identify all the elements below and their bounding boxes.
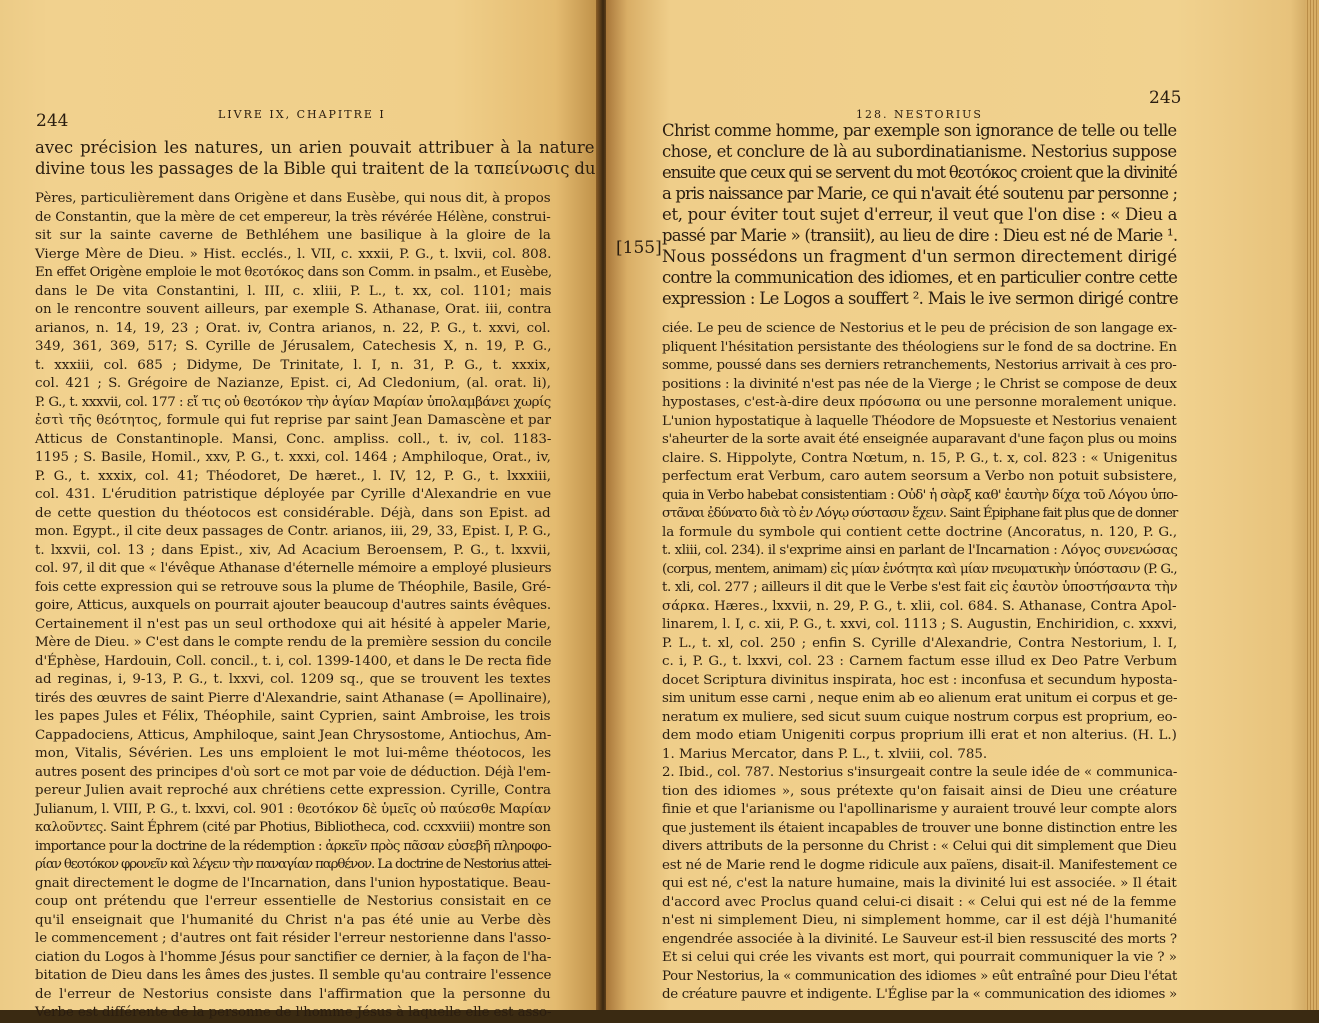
note-line: n'est ni simplement Dieu, ni simplement homme, car il est déjà l'humanité — [662, 913, 1178, 928]
note-line: importance pour la doctrine de la rédemption : ἀρκεῖν πρὸς πᾶσαν εὐσεβῆ πληροφο- — [35, 838, 552, 854]
note-line: de créature pauvre et indigente. L'Église par la « communication des idiomes » — [662, 987, 1177, 1002]
note-line: finie et que l'arianisme ou l'apollinarisme y auraient trouvé leur compte alors — [662, 802, 1177, 817]
running-head: 128. NESTORIUS — [856, 108, 983, 121]
note-line: docet Scriptura divinitus inspirata, hoc est : inconfusa et secundum hyposta- — [662, 672, 1178, 688]
note-line: Pour Nestorius, la « communication des idiomes » eût entraîné pour Dieu l'état — [662, 968, 1177, 984]
note-line: claire. S. Hippolyte, Contra Nœtum, n. 15, P. G., t. x, col. 823 : « Unigenitus — [662, 450, 1178, 466]
note-line: 1195 ; S. Basile, Homil., xxv, P. G., t. xxxi, col. 1464 ; Amphiloque, Orat., iv, — [35, 450, 551, 465]
note-line: L'union hypostatique à laquelle Théodore de Mopsueste et Nestorius venaient — [662, 413, 1177, 429]
note-line: qui est né, c'est la nature humaine, mais la divinité lui est associée. » Il était — [662, 876, 1177, 891]
note-line: qu'il enseignait que l'humanité du Christ n'a pas été unie au Verbe dès — [35, 912, 551, 928]
note-line: mon. Egypt., il cite deux passages de Contr. arianos, iii, 29, 33, Epist. I, P. G., — [35, 524, 551, 539]
footnotes — [662, 320, 1177, 1005]
note-line: neratum ex muliere, sed sicut suum cuique nostrum corpus est proprium, eo- — [662, 709, 1177, 725]
note-line: Cappadociens, Atticus, Amphiloque, saint Jean Chrysostome, Antiochus, Am- — [35, 727, 552, 743]
note-line: col. 421 ; S. Grégoire de Nazianze, Epist. ci, Ad Cledonium, (al. orat. li), — [35, 376, 551, 391]
margin-number: [155] — [616, 238, 662, 258]
note-line: t. xxxiii, col. 685 ; Didyme, De Trinitate, l. I, n. 31, P. G., t. xxxix, — [35, 357, 551, 373]
text-line: chose, et conclure de là au subordinatianisme. Nestorius suppose — [662, 142, 1177, 161]
note-line: autres posent des principes d'où sort ce mot par voie de déduction. Déjà l'em- — [35, 764, 551, 780]
note-line: mon, Vitalis, Sévérien. Les uns emploient le mot lui-même théotocos, les — [35, 746, 552, 761]
note-line: divers attributs de la personne du Christ : « Celui qui dit simplement que Dieu — [662, 839, 1177, 854]
note-line: coup ont prétendu que l'erreur essentielle de Nestorius consistait en ce — [35, 894, 552, 909]
text-line: avec précision les natures, un arien pouvait attribuer à la nature — [35, 138, 595, 157]
note-line: perfectum erat Verbum, caro autem seorsum a Verbo non potuit subsistere, — [662, 469, 1178, 484]
note-line: t. xli, col. 277 ; ailleurs il dit que le Verbe s'est fait εἰς ἑαυτὸν ὑποστήσαντα τὴν — [662, 580, 1178, 595]
note-line: pliquent l'hésitation persistante des théologiens sur le fond de sa doctrine. En — [662, 339, 1177, 355]
note-line: que justement ils étaient incapables de trouver une bonne distinction entre les — [662, 820, 1178, 836]
note-line: sit sur la sainte caverne de Bethléhem une basilique à la gloire de la — [35, 228, 551, 243]
note-line: στᾶναι ἐδύνατο διὰ τὸ ἐν Λόγῳ σύστασιν ἔχειν. Saint Épiphane fait plus que de donner — [662, 506, 1178, 521]
page-number: 245 — [1149, 88, 1182, 108]
note-line: Atticus de Constantinople. Mansi, Conc. ampliss. coll., t. iv, col. 1183- — [35, 431, 552, 447]
note-line: fois cette expression qui se retrouve sous la plume de Théophile, Basile, Gré- — [35, 579, 551, 595]
note-line: goire, Atticus, auxquels on pourrait ajouter beaucoup d'autres saints évêques. — [35, 598, 551, 613]
body-text — [35, 137, 595, 179]
note-line: 2. Ibid., col. 787. Nestorius s'insurgeait contre la seule idée de « communica- — [662, 765, 1178, 780]
note-line: ciée. Le peu de science de Nestorius et le peu de précision de son langage ex- — [662, 321, 1177, 336]
note-line: de l'erreur de Nestorius consiste dans l'affirmation que la personne du — [35, 986, 551, 1002]
text-line: divine tous les passages de la Bible qui traitent de la ταπείνωσις du — [35, 159, 596, 178]
footnotes — [35, 190, 551, 1023]
text-line: a pris naissance par Marie, ce qui n'avait été soutenu par personne ; — [662, 184, 1178, 203]
note-line: bitation de Dieu dans les âmes des justes. Il semble qu'au contraire l'essence — [35, 968, 552, 983]
note-line: le commencement ; d'autres ont fait résider l'erreur nestorienne dans l'asso- — [35, 931, 551, 946]
text-line: expression : Le Logos a souffert ². Mais le ive sermon dirigé contre — [662, 289, 1178, 308]
note-line: de cette question du théotocos est considérable. Déjà, dans son Epist. ad — [35, 505, 551, 521]
left-page — [0, 0, 604, 1020]
note-line: dem modo etiam Unigeniti corpus proprium illi erat et non alterius. (H. L.) — [662, 728, 1177, 743]
text-line: et, pour éviter tout sujet d'erreur, il veut que l'on dise : « Dieu a — [662, 205, 1178, 224]
note-line: ἐστὶ τῆς θεότητος, formule qui fut reprise par saint Jean Damascène et par — [35, 413, 551, 428]
note-line: d'accord avec Proclus quand celui-ci disait : « Celui qui est né de la femme — [662, 894, 1177, 910]
note-line: ad reginas, i, 9-13, P. G., t. lxxvi, col. 1209 sq., que se trouvent les textes — [35, 672, 551, 687]
body-text — [662, 120, 1177, 309]
text-line: contre la communication des idiomes, et en particulier contre cette — [662, 268, 1178, 287]
text-line: Christ comme homme, par exemple son ignorance de telle ou telle — [662, 121, 1177, 140]
note-line: col. 431. L'érudition patristique déployée par Cyrille d'Alexandrie en vue — [35, 487, 552, 502]
note-line: d'Éphèse, Hardouin, Coll. concil., t. i, col. 1399-1400, et dans le De recta fide — [35, 653, 552, 669]
note-line: est né de Marie rend le dogme ridicule aux païens, disait-il. Manifestement ce — [662, 857, 1178, 873]
note-line: sim unitum esse carni , neque enim ab eo alienum erat unitum ei corpus et ge- — [662, 691, 1178, 706]
note-line: Certainement il n'est pas un seul orthodoxe qui ait hésité à appeler Marie, — [35, 616, 551, 632]
note-line: P. G., t. xxxix, col. 41; Théodoret, De hæret., l. IV, 12, P. G., t. lxxxiii, — [35, 468, 552, 484]
note-line: En effet Origène emploie le mot θεοτόκος dans son Comm. in psalm., et Eusèbe, — [35, 265, 552, 280]
note-line: t. lxxvii, col. 13 ; dans Epist., xiv, Ad Acacium Beroensem, P. G., t. lxxvii, — [35, 542, 551, 558]
note-line: arianos, n. 14, 19, 23 ; Orat. iv, Contra arianos, n. 22, P. G., t. xxvi, col. — [35, 320, 551, 336]
note-line: Verbe est différente de la personne de l'homme Jésus à laquelle elle est asso- — [35, 1005, 552, 1020]
note-line: les papes Jules et Félix, Théophile, saint Cyprien, saint Ambroise, les trois — [35, 709, 551, 724]
note-line: c. i, P. G., t. lxxvi, col. 23 : Carnem factum esse illud ex Deo Patre Verbum — [662, 654, 1178, 669]
note-line: positions : la divinité n'est pas née de la Vierge ; le Christ se compose de deux — [662, 376, 1177, 392]
note-line: P. G., t. xxxvii, col. 177 : εἴ τις οὐ θεοτόκον τὴν ἁγίαν Μαρίαν ὑπολαμβάνει χωρίς — [35, 394, 551, 410]
page-number: 244 — [36, 111, 69, 131]
note-line: somme, poussé dans ses derniers retranchements, Nestorius arrivait à ces pro- — [662, 358, 1177, 373]
note-line: la formule du symbole qui contient cette doctrine (Ancoratus, n. 120, P. G., — [662, 524, 1178, 540]
note-line: 349, 361, 369, 517; S. Cyrille de Jérusalem, Catechesis X, n. 19, P. G., — [35, 339, 552, 354]
note-line: Vierge Mère de Dieu. » Hist. ecclés., l. VII, c. xxxii, P. G., t. lxvii, col. 808. — [35, 246, 552, 262]
note-line: gnait directement le dogme de l'Incarnation, dans l'union hypostatique. Beau- — [35, 875, 551, 891]
page-edges — [1305, 0, 1319, 1010]
note-line: on le rencontre souvent ailleurs, par exemple S. Athanase, Orat. iii, contra — [35, 302, 552, 317]
note-line: Pères, particulièrement dans Origène et dans Eusèbe, qui nous dit, à propos — [35, 191, 551, 206]
note-line: P. L., t. xl, col. 250 ; enfin S. Cyrille d'Alexandrie, Contra Nestorium, l. I, — [662, 635, 1178, 651]
note-line: col. 97, il dit que « l'évêque Athanase d'éternelle mémoire a employé plusieurs — [35, 561, 552, 576]
note-line: linarem, l. I, c. xii, P. G., t. xxvi, col. 1113 ; S. Augustin, Enchiridion, c. xxxvi, — [662, 617, 1178, 632]
note-line: t. xliii, col. 234). il s'exprime ainsi en parlant de l'Incarnation : Λόγος συνενώσας — [662, 543, 1178, 558]
running-head: LIVRE IX, CHAPITRE I — [218, 108, 386, 121]
note-line: Mère de Dieu. » C'est dans le compte rendu de la première session du concile — [35, 635, 552, 650]
note-line: tion des idiomes », sous prétexte qu'on faisait ainsi de Dieu une créature — [662, 783, 1178, 799]
note-line: ciation du Logos à l'homme Jésus pour sanctifier ce dernier, à la façon de l'ha- — [35, 949, 552, 965]
text-line: passé par Marie » (transiit), au lieu de dire : Dieu est né de Marie ¹. — [662, 226, 1178, 245]
note-line: tirés des œuvres de saint Pierre d'Alexandrie, saint Athanase (= Apollinaire), — [35, 690, 551, 706]
note-line: σάρκα. Hæres., lxxvii, n. 29, P. G., t. xlii, col. 684. S. Athanase, Contra Apol- — [662, 598, 1177, 614]
note-line: quia in Verbo habebat consistentiam : Οὐδ' ἡ σὰρξ καθ' ἑαυτὴν δίχα τοῦ Λόγου ὑπο- — [662, 487, 1178, 503]
note-line: ρίαν θεοτόκον φρονεῖν καὶ λέγειν τὴν παναγίαν παρθένον. La doctrine de Nestorius attei- — [35, 857, 551, 872]
note-line: engendrée associée à la divinité. Le Sauveur est-il bien ressuscité des morts ? — [662, 931, 1177, 947]
text-line: ensuite que ceux qui se servent du mot θεοτόκος croient que la divinité — [662, 163, 1177, 182]
note-line: Et si celui qui crée les vivants est mort, qui pourrait communiquer la vie ? » — [662, 950, 1177, 965]
note-line: de Constantin, que la mère de cet empereur, la très révérée Hélène, construi- — [35, 209, 551, 225]
right-page — [606, 0, 1319, 1010]
note-line: s'aheurter de la sorte avait été enseignée auparavant d'une façon plus ou moins — [662, 432, 1177, 447]
note-line: hypostases, c'est-à-dire deux πρόσωπα ou une personne moralement unique. — [662, 395, 1177, 410]
note-line: pereur Julien avait reproché aux chrétiens cette expression. Cyrille, Contra — [35, 783, 551, 798]
note-line: dans le De vita Constantini, l. III, c. xliii, P. L., t. xx, col. 1101; mais — [35, 283, 552, 299]
note-line: 1. Marius Mercator, dans P. L., t. xlviii, col. 785. — [662, 746, 988, 762]
note-line: Julianum, l. VIII, P. G., t. lxxvi, col. 901 : θεοτόκον δὲ ὑμεῖς οὐ παύεσθε Μαρίαν — [35, 801, 551, 817]
note-line: (corpus, mentem, animam) εἰς μίαν ἑνότητα καὶ μίαν πνευματικὴν ὑπόστασιν (P. G., — [662, 561, 1177, 577]
note-line: καλοῦντες. Saint Éphrem (cité par Photius, Bibliotheca, cod. ccxxviii) montre son — [35, 820, 551, 835]
text-line: Nous possédons un fragment d'un sermon directement dirigé — [662, 247, 1178, 266]
